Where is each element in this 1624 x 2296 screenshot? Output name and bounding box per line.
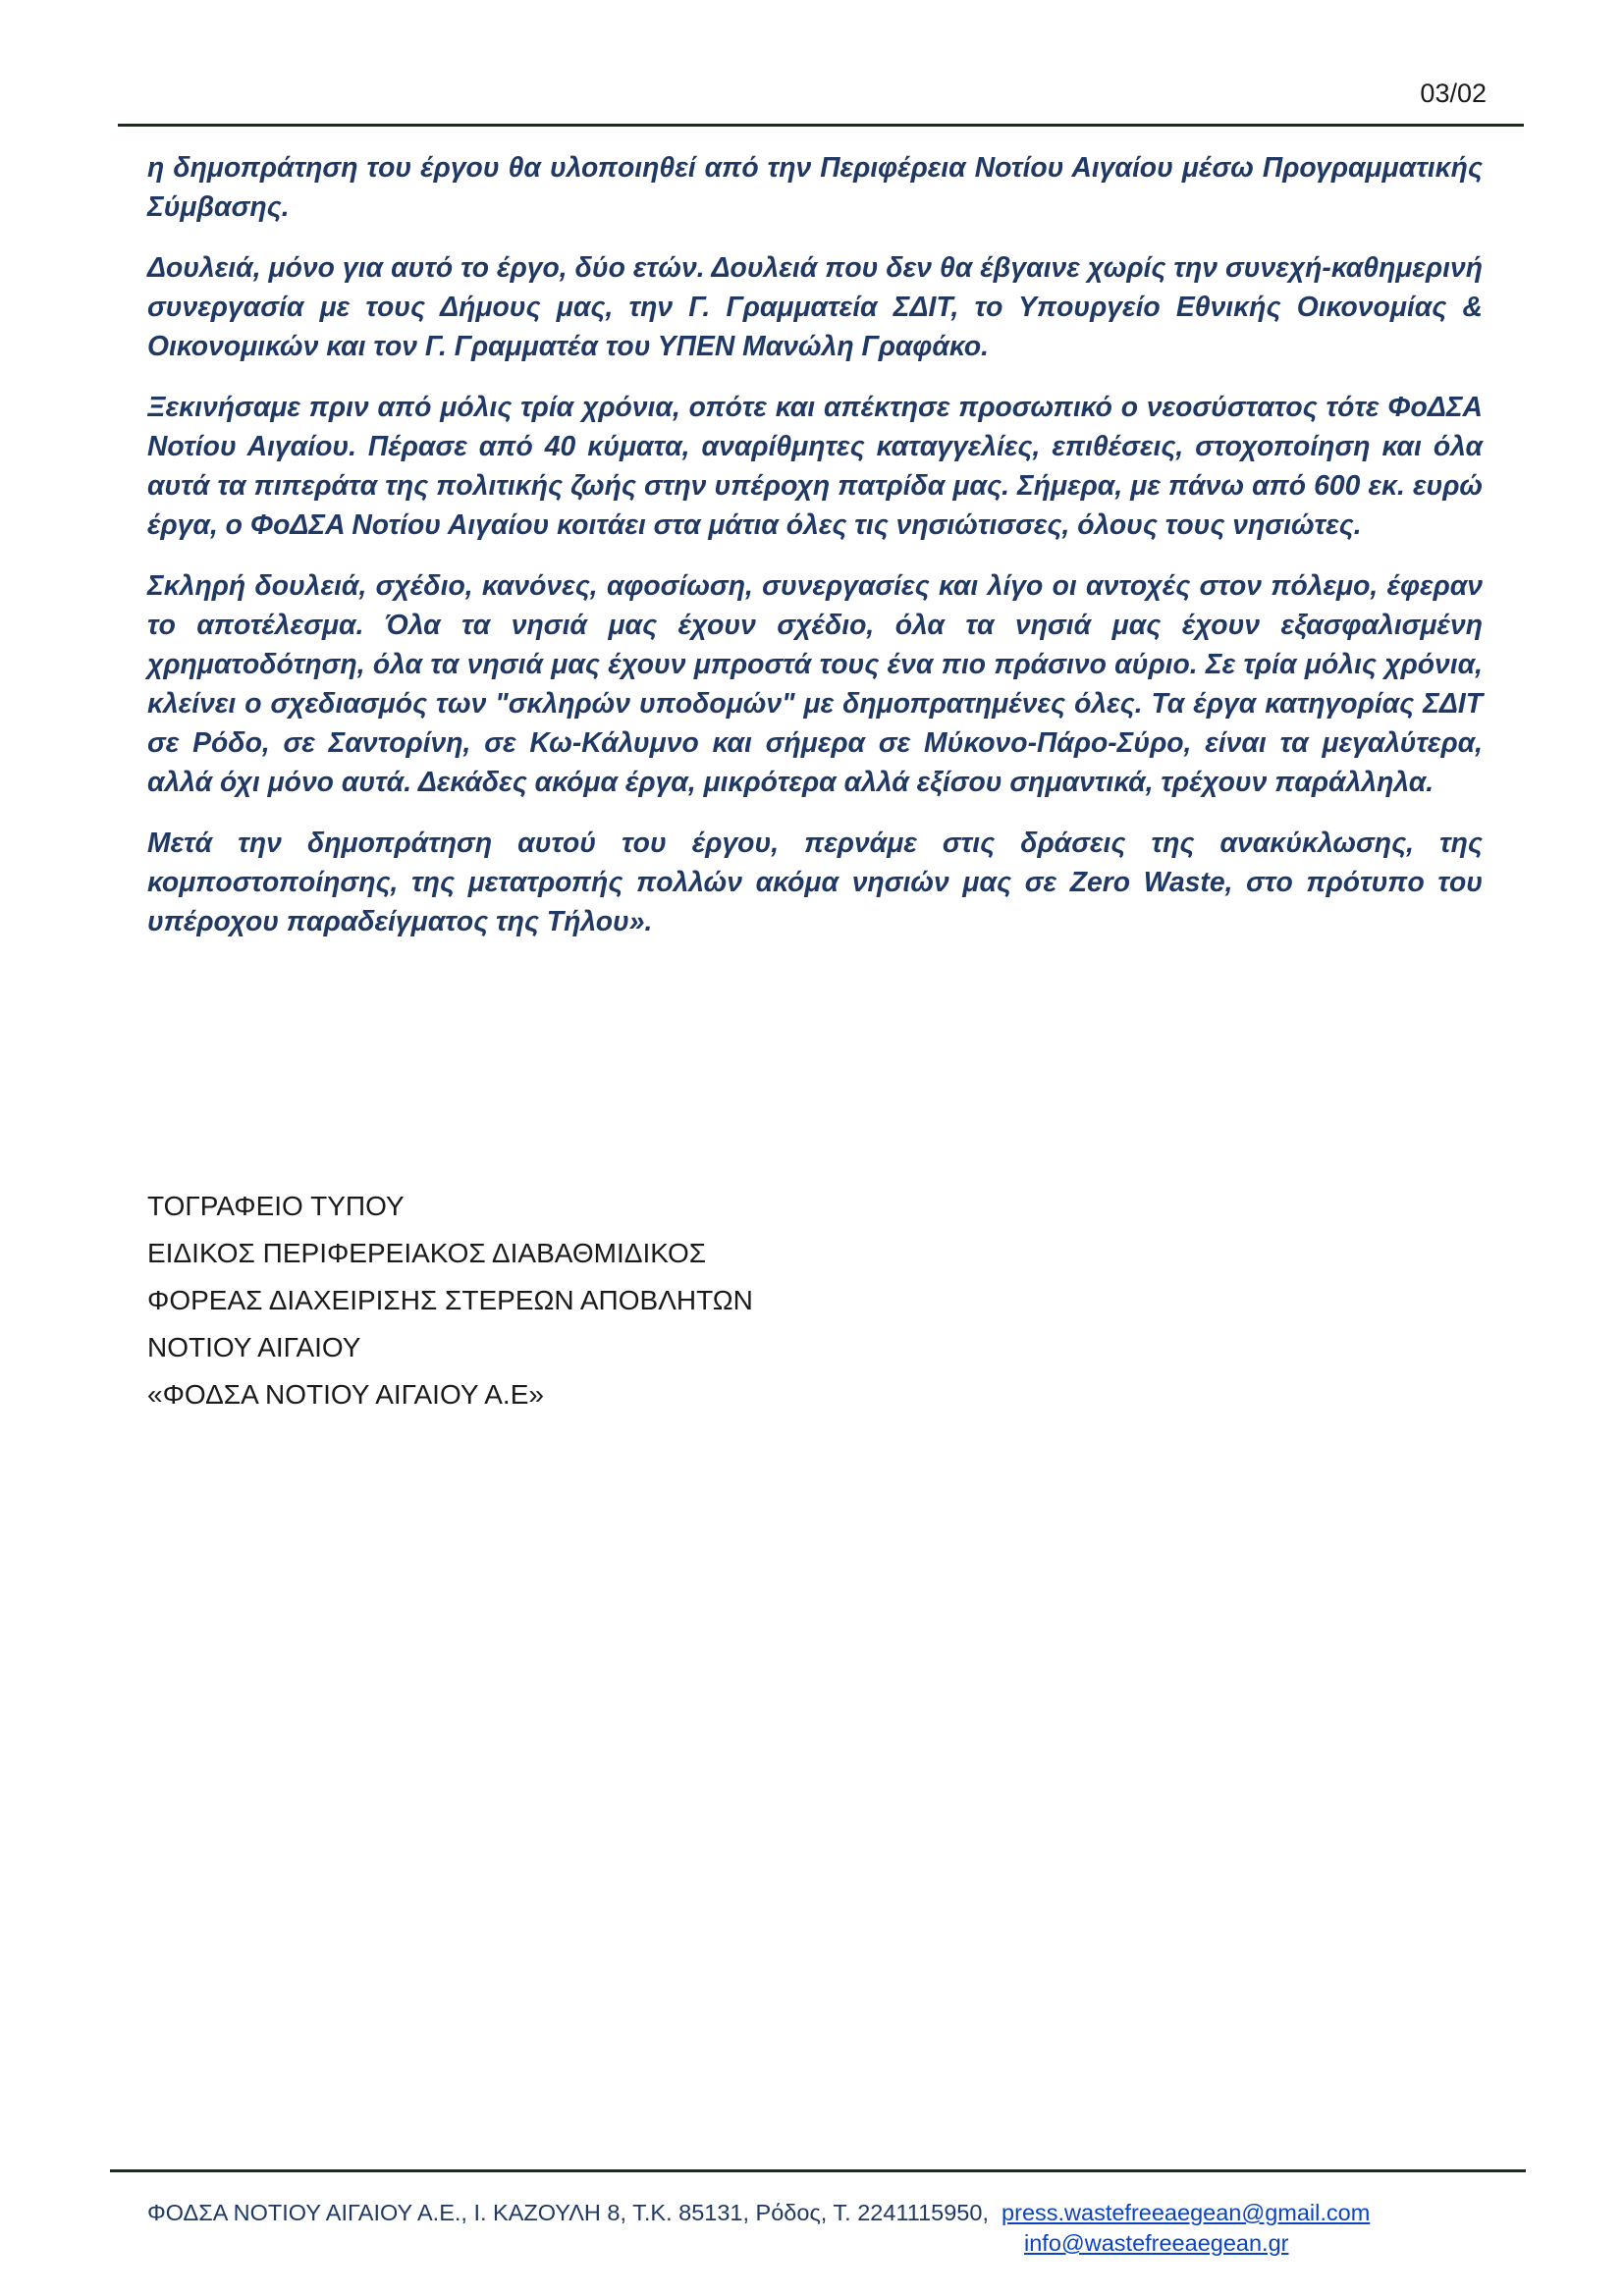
- paragraph-4: Σκληρή δουλειά, σχέδιο, κανόνες, αφοσίωση, συνεργασίες και λίγο οι αντοχές στον πόλεμο, έφεραν το αποτέλεσμα. Όλα τα νησιά μας έχουν σχέδιο, όλα τα νησιά μας έχουν εξασφαλισμένη χρηματοδότηση, όλα τα νησιά μας έχουν μπροστά τους ένα πιο πράσινο αύριο. Σε τρία μόλις χρόνια, κλείνει ο σχεδιασμός των "σκληρών υποδομών" με δημοπρατημένες όλες. Τα έργα κατηγορίας ΣΔΙΤ σε Ρόδο, σε Σαντορίνη, σε Κω-Κάλυμνο και σήμερα σε Μύκονο-Πάρο-Σύρο, είναι τα μεγαλύτερα, αλλά όχι μόνο αυτά. Δεκάδες ακόμα έργα, μικρότερα αλλά εξίσου σημαντικά, τρέχουν παράλληλα.: [147, 569, 1483, 797]
- signature-line-org-type: ΕΙΔΙΚΟΣ ΠΕΡΙΦΕΡΕΙΑΚΟΣ ΔΙΑΒΑΘΜΙΔΙΚΟΣ: [147, 1238, 707, 1268]
- info-email-link[interactable]: info@wastefreeaegean.gr: [1024, 2230, 1289, 2256]
- signature-line-org-name: «ΦΟΔΣΑ ΝΟΤΙΟΥ ΑΙΓΑΙΟΥ Α.Ε»: [147, 1379, 544, 1410]
- header-divider: [118, 124, 1524, 127]
- document-body: [147, 147, 1483, 962]
- press-email-link[interactable]: press.wastefreeaegean@gmail.com: [1001, 2200, 1371, 2225]
- signature-line-press-office: ΤΟΓΡΑΦΕΙΟ ΤΥΠΟΥ: [147, 1191, 405, 1221]
- paragraph-5: Μετά την δημοπράτηση αυτού του έργου, περνάμε στις δράσεις της ανακύκλωσης, της κομποστοποίησης, της μετατροπής πολλών ακόμα νησιών μας σε Zero Waste, στο πρότυπο του υπέροχου παραδείγματος της Τήλου».: [147, 827, 1483, 936]
- footer-address: ΦΟΔΣΑ ΝΟΤΙΟΥ ΑΙΓΑΙΟΥ Α.Ε., Ι. ΚΑΖΟΥΛΗ 8, Τ.Κ. 85131, Ρόδος, Τ. 2241115950,: [147, 2200, 989, 2225]
- footer-divider: [110, 2169, 1526, 2172]
- paragraph-3: Ξεκινήσαμε πριν από μόλις τρία χρόνια, οπότε και απέκτησε προσωπικό ο νεοσύστατος τότε ΦοΔΣΑ Νοτίου Αιγαίου. Πέρασε από 40 κύματα, αναρίθμητες καταγγελίες, επιθέσεις, στοχοποίηση και όλα αυτά τα πιπεράτα της πολιτικής ζωής στην υπέροχη πατρίδα μας. Σήμερα, με πάνω από 600 εκ. ευρώ έργα, ο ΦοΔΣΑ Νοτίου Αιγαίου κοιτάει στα μάτια όλες τις νησιώτισσες, όλους τους νησιώτες.: [147, 391, 1483, 540]
- footer: [147, 2195, 1371, 2256]
- page-number: 03/02: [1420, 79, 1487, 108]
- signature-block: [147, 1183, 753, 1418]
- paragraph-2: Δουλειά, μόνο για αυτό το έργο, δύο ετών. Δουλειά που δεν θα έβγαινε χωρίς την συνεχή-καθημερινή συνεργασία με τους Δήμους μας, την Γ. Γραμματεία ΣΔΙΤ, το Υπουργείο Εθνικής Οικονομίας & Οικονομικών και τον Γ. Γραμματέα του ΥΠΕΝ Μανώλη Γραφάκο.: [147, 251, 1483, 361]
- signature-line-region: ΝΟΤΙΟΥ ΑΙΓΑΙΟΥ: [147, 1332, 361, 1362]
- signature-line-org-purpose: ΦΟΡΕΑΣ ΔΙΑΧΕΙΡΙΣΗΣ ΣΤΕΡΕΩΝ ΑΠΟΒΛΗΤΩΝ: [147, 1285, 753, 1315]
- footer-line-1: [147, 2195, 1370, 2230]
- paragraph-1: η δημοπράτηση του έργου θα υλοποιηθεί από την Περιφέρεια Νοτίου Αιγαίου μέσω Προγραμματικής Σύμβασης.: [147, 151, 1483, 222]
